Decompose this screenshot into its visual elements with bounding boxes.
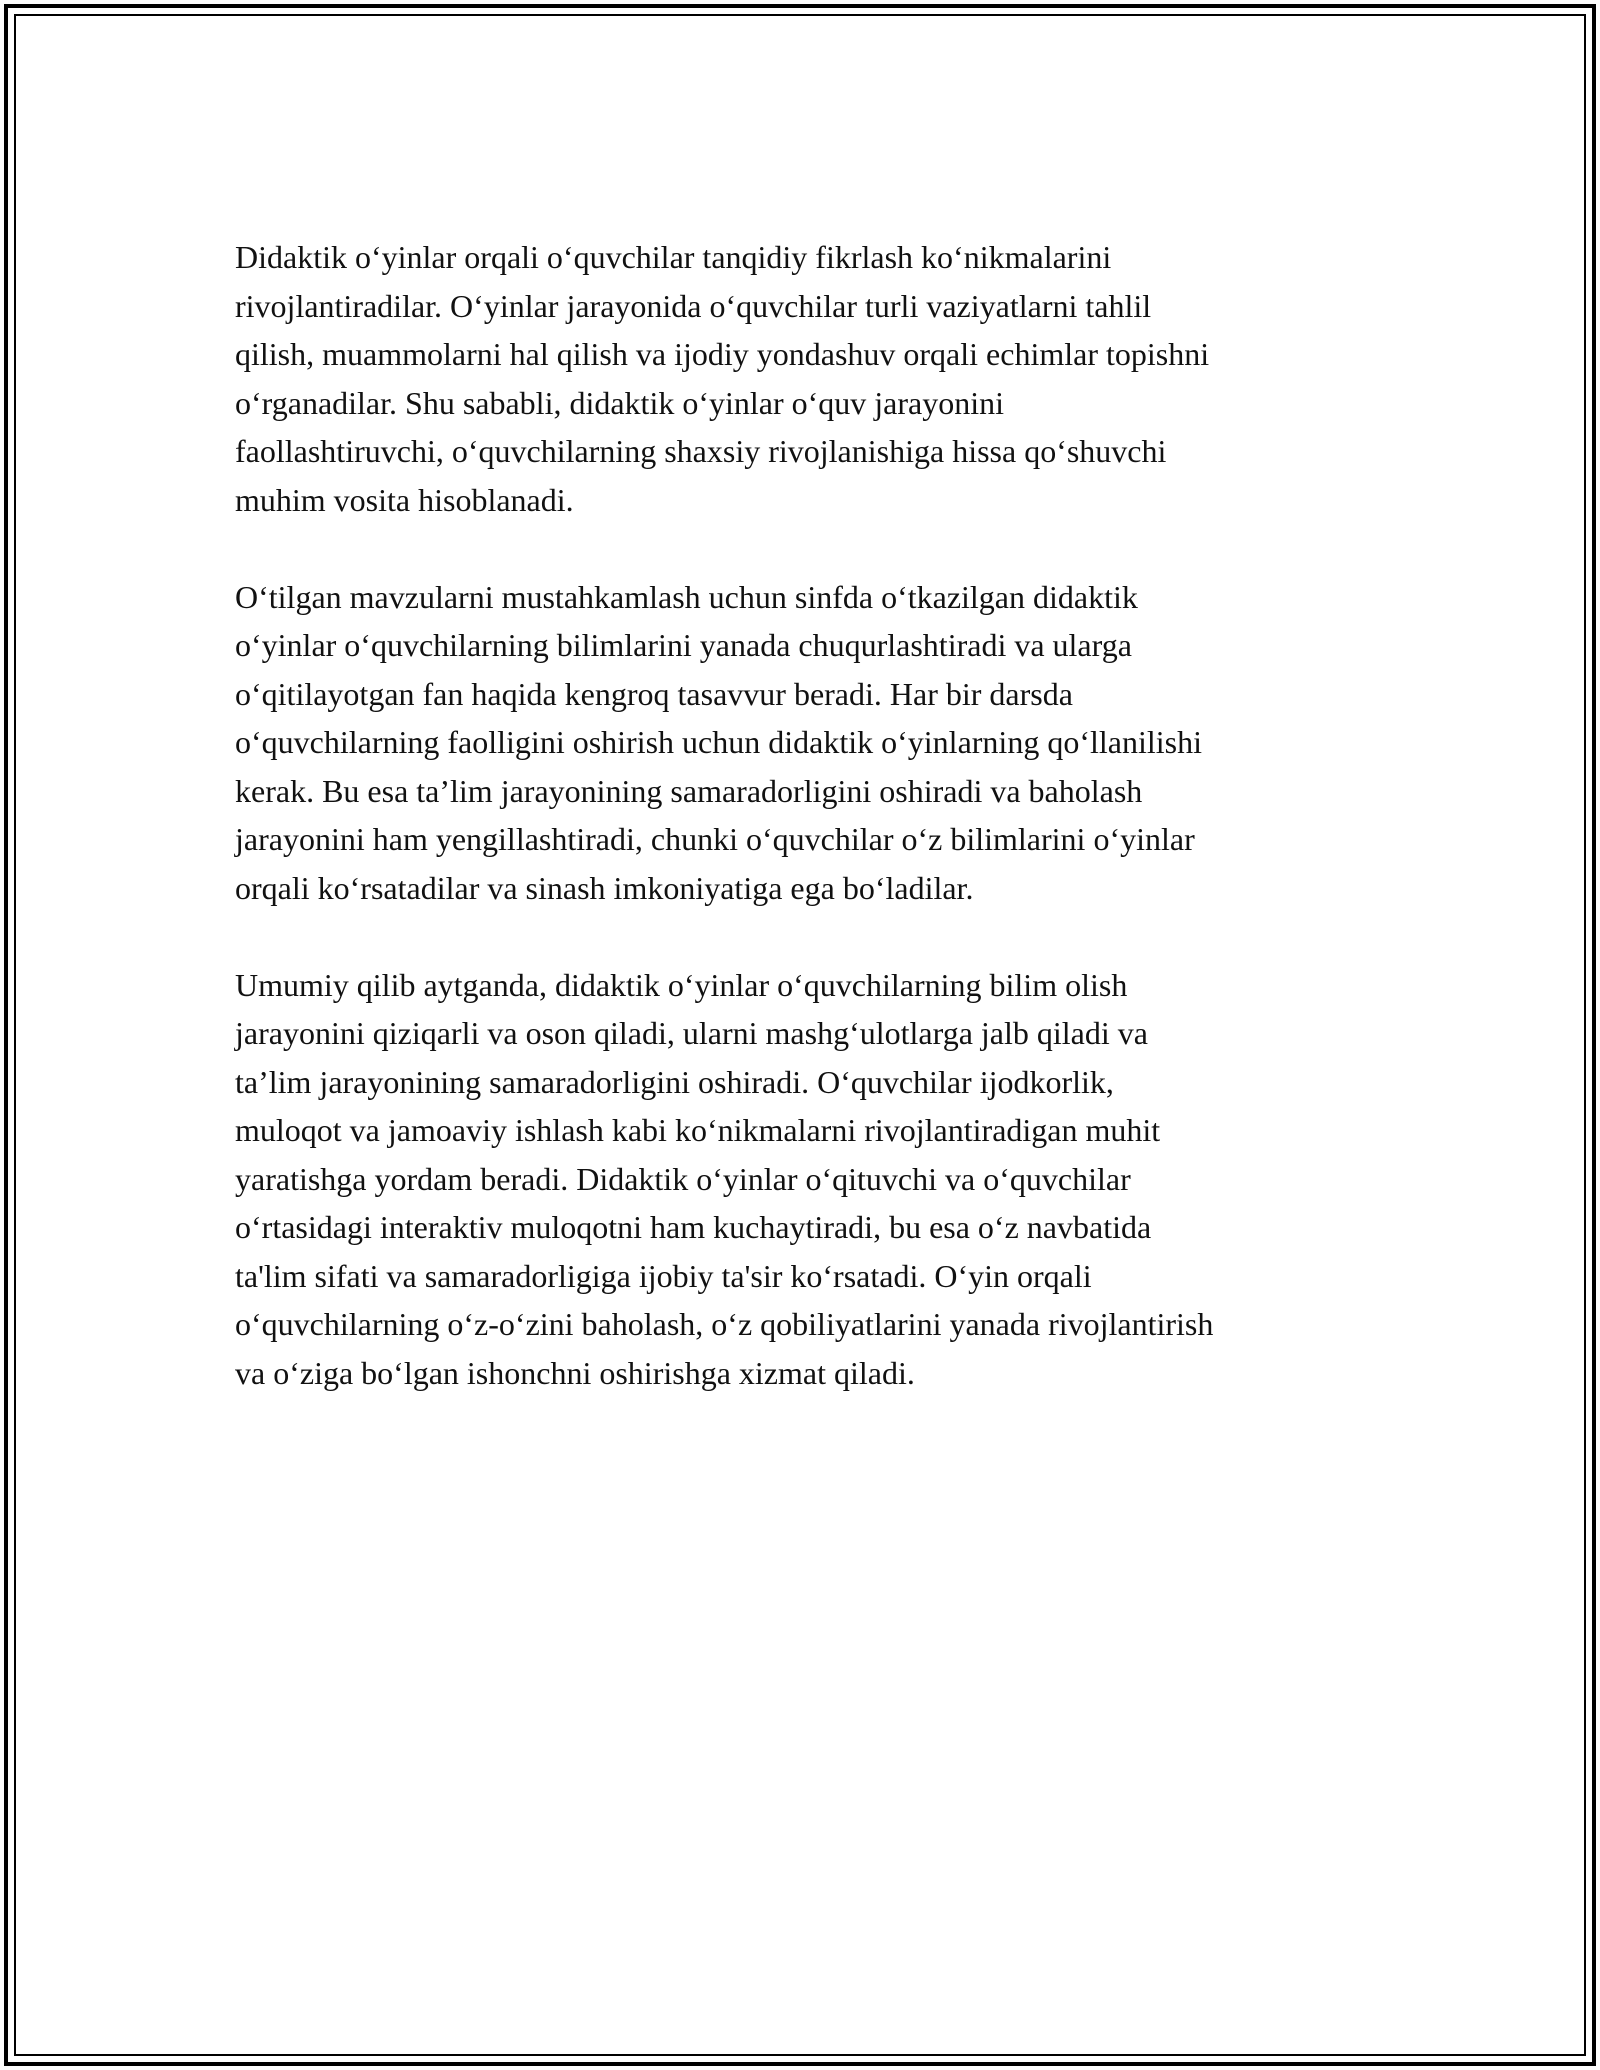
text-line: Didaktik o‘yinlar orqali o‘quvchilar tanqidiy fikrlash ko‘nikmalarini: [235, 239, 1112, 275]
text-line: ta'lim sifati va samaradorligiga ijobiy ta'sir ko‘rsatadi. O‘yin orqali: [235, 1257, 1092, 1294]
text-line: rivojlantiradilar. O‘yinlar jarayonida o‘quvchilar turli vaziyatlarni tahlil: [235, 287, 1152, 324]
paragraph-3: [235, 961, 1365, 1398]
text-line: o‘quvchilarning o‘z-o‘zini baholash, o‘z qobiliyatlarini yanada rivojlantirish: [235, 1306, 1214, 1342]
text-line: Umumiy qilib aytganda, didaktik o‘yinlar o‘quvchilarning bilim olish: [235, 966, 1128, 1003]
text-line: ta’lim jarayonining samaradorligini oshiradi. O‘quvchilar ijodkorlik,: [235, 1063, 1114, 1100]
paragraph-2: [235, 573, 1365, 913]
text-line: kerak. Bu esa ta’lim jarayonining samaradorligini oshiradi va baholash: [235, 772, 1143, 809]
paragraph-1: [235, 233, 1365, 524]
text-line: o‘quvchilarning faolligini oshirish uchun didaktik o‘yinlarning qo‘llanilishi: [235, 724, 1202, 760]
document-body: [235, 233, 1365, 1446]
text-line: orqali ko‘rsatadilar va sinash imkoniyatiga ega bo‘ladilar.: [235, 869, 974, 906]
text-line: o‘qitilayotgan fan haqida kengroq tasavvur beradi. Har bir darsda: [235, 675, 1073, 712]
text-line: o‘rganadilar. Shu sababli, didaktik o‘yinlar o‘quv jarayonini: [235, 384, 1005, 421]
text-line: jarayonini qiziqarli va oson qiladi, ularni mashg‘ulotlarga jalb qiladi va: [235, 1015, 1148, 1051]
text-line: yaratishga yordam beradi. Didaktik o‘yinlar o‘qituvchi va o‘quvchilar: [235, 1160, 1131, 1197]
text-line: jarayonini ham yengillashtiradi, chunki o‘quvchilar o‘z bilimlarini o‘yinlar: [235, 821, 1195, 857]
text-line: muloqot va jamoaviy ishlash kabi ko‘nikmalarni rivojlantiradigan muhit: [235, 1112, 1161, 1148]
text-line: O‘tilgan mavzularni mustahkamlash uchun sinfda o‘tkazilgan didaktik: [235, 578, 1138, 615]
text-line: qilish, muammolarni hal qilish va ijodiy yondashuv orqali echimlar topishni: [235, 336, 1210, 372]
text-line: o‘yinlar o‘quvchilarning bilimlarini yanada chuqurlashtiradi va ularga: [235, 627, 1132, 663]
text-line: o‘rtasidagi interaktiv muloqotni ham kuchaytiradi, bu esa o‘z navbatida: [235, 1209, 1152, 1245]
text-line: muhim vosita hisoblanadi.: [235, 481, 574, 518]
text-line: faollashtiruvchi, o‘quvchilarning shaxsiy rivojlanishiga hissa qo‘shuvchi: [235, 433, 1167, 469]
text-line: va o‘ziga bo‘lgan ishonchni oshirishga xizmat qiladi.: [235, 1354, 915, 1391]
